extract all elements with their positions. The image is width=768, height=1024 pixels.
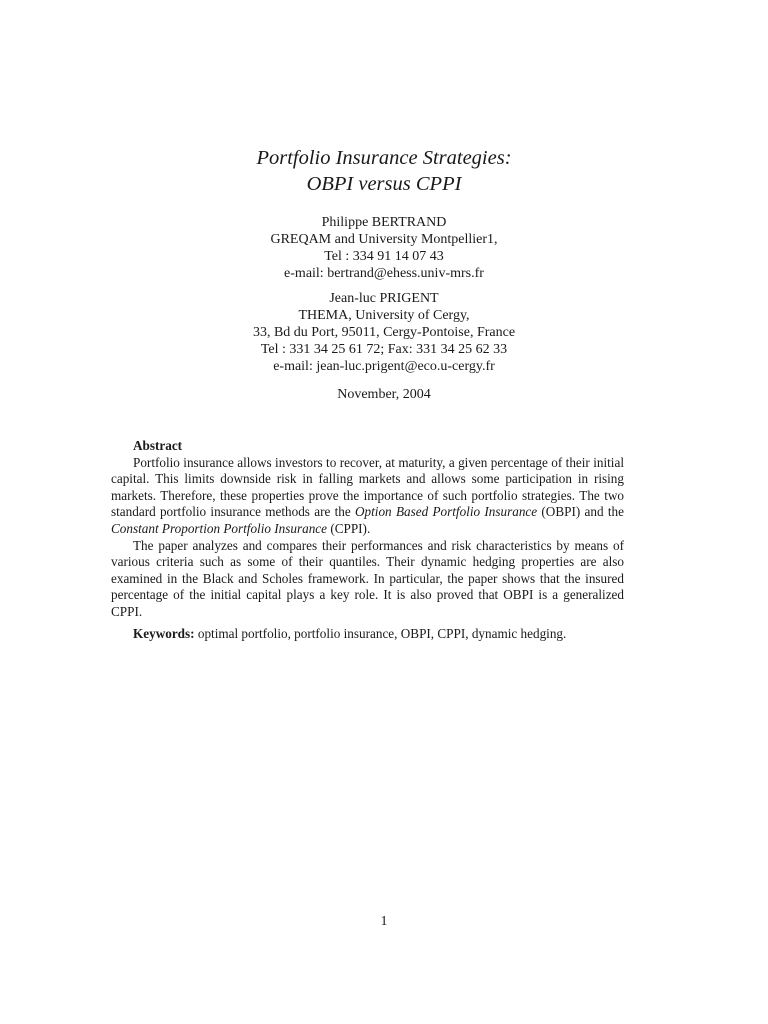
keywords (111, 626, 624, 643)
abstract-text: (CPPI). (327, 520, 371, 536)
author-name: Jean-luc PRIGENT (329, 291, 439, 306)
paper-title (0, 145, 768, 197)
publication-date: November, 2004 (337, 387, 431, 402)
author-tel: Tel : 334 91 14 07 43 (324, 249, 444, 264)
author-block-prigent (0, 290, 768, 375)
abstract-heading: Abstract (133, 438, 183, 453)
title-line-2: OBPI versus CPPI (306, 173, 462, 195)
abstract-text: (OBPI) and the (537, 504, 624, 520)
keywords-label: Keywords: (133, 625, 195, 641)
page-number: 1 (380, 914, 388, 929)
abstract-paragraph-1 (111, 455, 624, 538)
title-line-1: Portfolio Insurance Strategies: (256, 147, 512, 169)
keywords-text: optimal portfolio, portfolio insurance, OBPI, CPPI, dynamic hedging. (194, 625, 567, 641)
abstract-text: Portfolio insurance allows investors to recover, at maturity, a given percentage of their initial capital. This limits downside risk in falling markets and allows some participation in rising markets. Therefore, these properties prove the importance of such portfolio strategies. The two standard portfolio insurance methods are the (111, 454, 624, 520)
author-block-bertrand (0, 214, 768, 282)
abstract-term-cppi: Constant Proportion Portfolio Insurance (111, 520, 328, 536)
author-tel: Tel : 331 34 25 61 72; Fax: 331 34 25 62 33 (260, 342, 508, 357)
author-affiliation: THEMA, University of Cergy, (298, 308, 470, 323)
abstract-section (111, 438, 624, 642)
author-email: e-mail: bertrand@ehess.univ-mrs.fr (284, 266, 484, 281)
author-name: Philippe BERTRAND (321, 215, 447, 230)
author-email: e-mail: jean-luc.prigent@eco.u-cergy.fr (273, 359, 495, 374)
abstract-term-obpi: Option Based Portfolio Insurance (355, 504, 538, 520)
abstract-paragraph-2: The paper analyzes and compares their performances and risk characteristics by means of various criteria such as some of their quantiles. Their dynamic hedging properties are also examined in the Black and Scholes framework. In particular, the paper shows that the insured percentage of the initial capital plays a key role. It is also proved that OBPI is a generalized CPPI. (111, 537, 624, 619)
author-affiliation: GREQAM and University Montpellier1, (270, 232, 498, 247)
author-address: 33, Bd du Port, 95011, Cergy-Pontoise, France (252, 325, 516, 340)
